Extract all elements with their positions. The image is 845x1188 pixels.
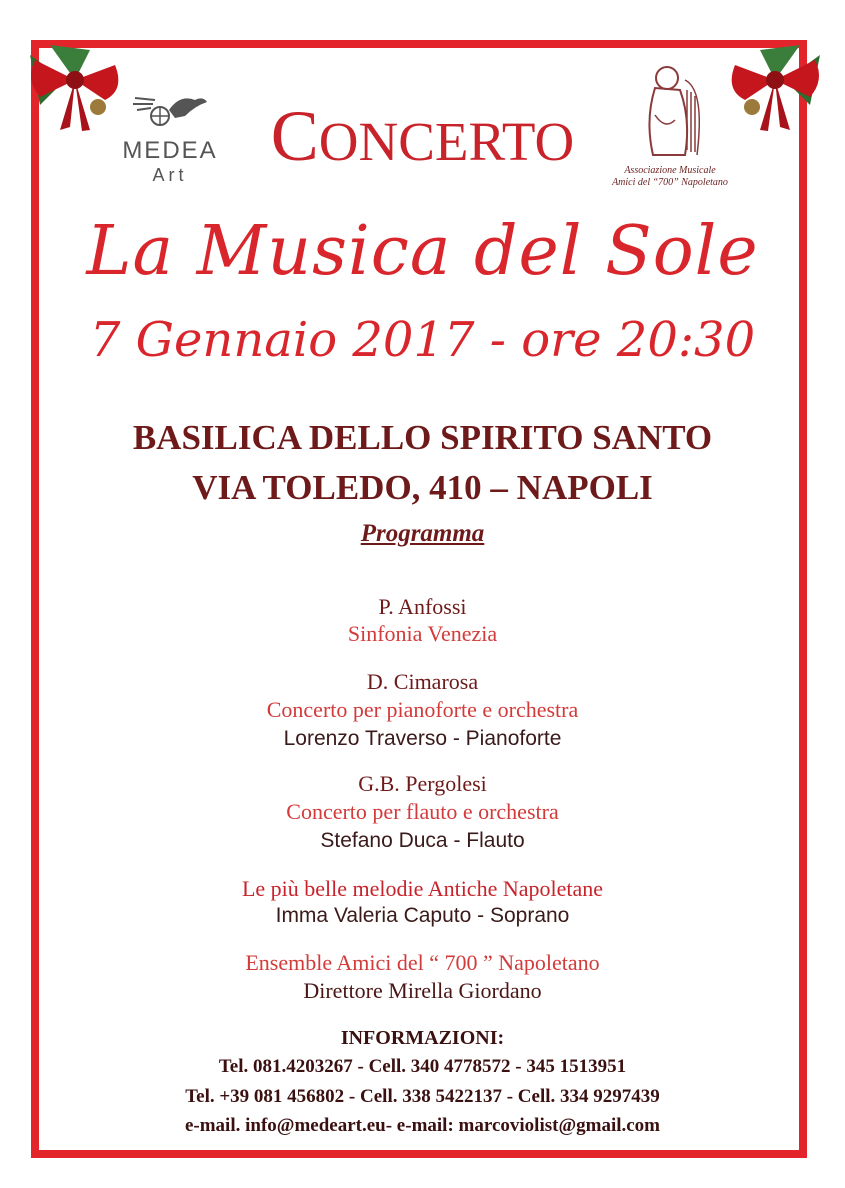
association-caption-2: Amici del “700” Napoletano xyxy=(612,177,728,188)
concerto-initial: C xyxy=(270,96,319,176)
program-performer-4: Imma Valeria Caputo - Soprano xyxy=(275,904,570,927)
program-composer-1: P. Anfossi xyxy=(378,594,467,619)
info-phone-line-1: Tel. 081.4203267 - Cell. 340 4778572 - 345 1513951 xyxy=(218,1056,627,1077)
program-performer-3: Stefano Duca - Flauto xyxy=(320,829,525,852)
program-composer-3: G.B. Pergolesi xyxy=(358,771,487,796)
program-work-2: Concerto per pianoforte e orchestra xyxy=(266,697,579,722)
program-work-3: Concerto per flauto e orchestra xyxy=(286,799,559,824)
association-caption-1: Associazione Musicale xyxy=(624,165,716,176)
event-date: 7 Gennaio 2017 - ore 20:30 xyxy=(89,312,756,368)
program-performer-5: Direttore Mirella Giordano xyxy=(303,978,542,1003)
medea-logo-name: MEDEA xyxy=(122,137,218,164)
info-phone-line-2: Tel. +39 081 456802 - Cell. 338 5422137 - Cell. 334 9297439 xyxy=(185,1086,660,1107)
program-composer-2: D. Cimarosa xyxy=(366,669,479,694)
program-heading: Programma xyxy=(360,520,485,547)
program-work-4: Le più belle melodie Antiche Napoletane xyxy=(241,876,604,901)
concerto-rest: ONCERTO xyxy=(318,111,575,172)
event-title: La Musica del Sole xyxy=(86,212,759,291)
venue-address: VIA TOLEDO, 410 – NAPOLI xyxy=(192,468,653,507)
venue-name: BASILICA DELLO SPIRITO SANTO xyxy=(132,418,713,457)
program-performer-2: Lorenzo Traverso - Pianoforte xyxy=(283,727,562,750)
medea-logo-sub: Art xyxy=(152,165,188,185)
info-heading: INFORMAZIONI: xyxy=(340,1027,505,1049)
program-work-5: Ensemble Amici del “ 700 ” Napoletano xyxy=(245,950,600,975)
program-work-1: Sinfonia Venezia xyxy=(347,621,498,646)
concerto-heading xyxy=(0,95,845,178)
info-email-line: e-mail. info@medeart.eu- e-mail: marcoviolist@gmail.com xyxy=(184,1115,661,1136)
